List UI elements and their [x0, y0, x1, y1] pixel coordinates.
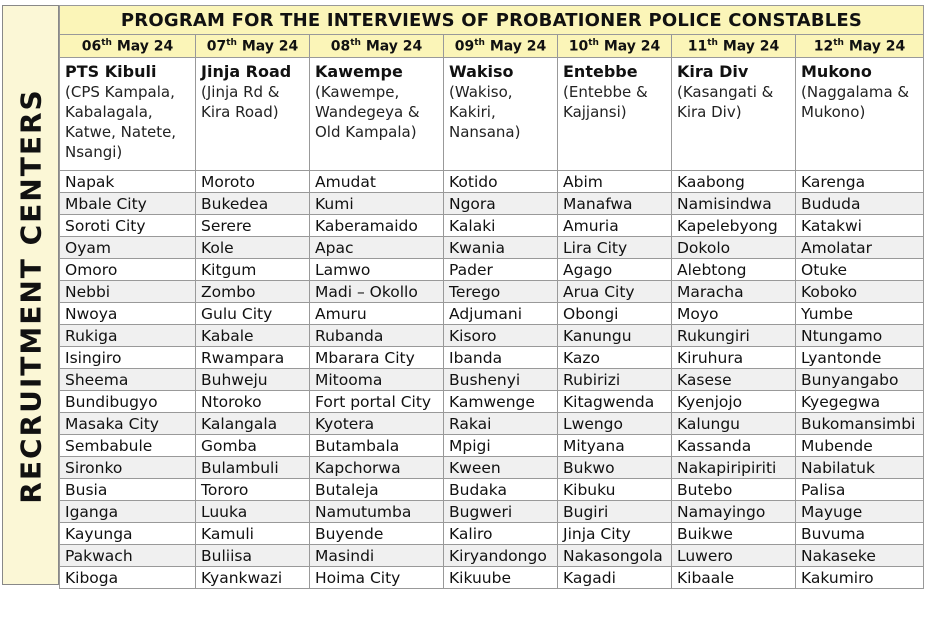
district-cell: Tororo — [196, 479, 310, 501]
date-suffix: th — [588, 37, 599, 48]
district-cell: Hoima City — [310, 567, 444, 589]
district-cell: Napak — [60, 171, 196, 193]
date-month-year: May 24 — [489, 38, 547, 55]
district-cell: Lyantonde — [796, 347, 924, 369]
table-row — [60, 193, 924, 215]
center-name: Wakiso — [449, 62, 514, 81]
table-row — [60, 325, 924, 347]
district-cell: Omoro — [60, 259, 196, 281]
table-row — [60, 435, 924, 457]
district-cell: Kaliro — [444, 523, 558, 545]
district-cell: Kibuku — [558, 479, 672, 501]
district-cell: Namutumba — [310, 501, 444, 523]
district-cell: Adjumani — [444, 303, 558, 325]
district-cell: Bunyangabo — [796, 369, 924, 391]
center-name: Entebbe — [563, 62, 638, 81]
center-detail: (Wakiso, Kakiri, Nansana) — [449, 83, 521, 141]
side-banner-label: RECRUITMENT CENTERS — [14, 88, 48, 504]
district-cell: Zombo — [196, 281, 310, 303]
date-day: 07 — [206, 38, 227, 55]
date-header — [558, 35, 672, 58]
district-cell: Rakai — [444, 413, 558, 435]
date-header — [60, 35, 196, 58]
district-cell: Lira City — [558, 237, 672, 259]
district-cell: Karenga — [796, 171, 924, 193]
center-name: Kira Div — [677, 62, 749, 81]
district-cell: Katakwi — [796, 215, 924, 237]
center-detail: (CPS Kampala, Kabalagala, Katwe, Natete, Nsangi) — [65, 83, 177, 161]
district-cell: Kyenjojo — [672, 391, 796, 413]
table-row — [60, 215, 924, 237]
date-day: 09 — [454, 38, 475, 55]
recruitment-center-cell — [672, 58, 796, 171]
district-cell: Mbale City — [60, 193, 196, 215]
district-cell: Mubende — [796, 435, 924, 457]
table-row — [60, 369, 924, 391]
district-cell: Nabilatuk — [796, 457, 924, 479]
district-cell: Buliisa — [196, 545, 310, 567]
table-row — [60, 523, 924, 545]
district-cell: Agago — [558, 259, 672, 281]
district-cell: Nwoya — [60, 303, 196, 325]
district-cell: Abim — [558, 171, 672, 193]
district-cell: Kyankwazi — [196, 567, 310, 589]
district-cell: Luuka — [196, 501, 310, 523]
date-suffix: th — [474, 37, 485, 48]
district-cell: Bugiri — [558, 501, 672, 523]
district-cell: Kapchorwa — [310, 457, 444, 479]
date-suffix: th — [101, 37, 112, 48]
district-cell: Alebtong — [672, 259, 796, 281]
recruitment-center-cell — [60, 58, 196, 171]
district-cell: Ntungamo — [796, 325, 924, 347]
center-detail: (Entebbe & Kajjansi) — [563, 83, 648, 121]
district-cell: Amolatar — [796, 237, 924, 259]
district-cell: Sembabule — [60, 435, 196, 457]
district-cell: Kween — [444, 457, 558, 479]
district-cell: Kapelebyong — [672, 215, 796, 237]
district-cell: Kakumiro — [796, 567, 924, 589]
district-cell: Madi – Okollo — [310, 281, 444, 303]
district-cell: Buyende — [310, 523, 444, 545]
side-banner — [2, 5, 59, 585]
district-cell: Rubanda — [310, 325, 444, 347]
table-row — [60, 171, 924, 193]
table-row — [60, 281, 924, 303]
district-cell: Fort portal City — [310, 391, 444, 413]
district-cell: Rubirizi — [558, 369, 672, 391]
date-month-year: May 24 — [365, 38, 423, 55]
district-cell: Kaabong — [672, 171, 796, 193]
center-name: PTS Kibuli — [65, 62, 157, 81]
district-cell: Mitooma — [310, 369, 444, 391]
district-cell: Kalaki — [444, 215, 558, 237]
program-table — [59, 5, 924, 589]
date-suffix: th — [350, 37, 361, 48]
center-detail: (Kasangati & Kira Div) — [677, 83, 774, 121]
district-cell: Rukiga — [60, 325, 196, 347]
district-cell: Yumbe — [796, 303, 924, 325]
recruitment-center-cell — [796, 58, 924, 171]
district-cell: Koboko — [796, 281, 924, 303]
district-cell: Moyo — [672, 303, 796, 325]
district-cell: Nakapiripiriti — [672, 457, 796, 479]
date-month-year: May 24 — [116, 38, 174, 55]
district-cell: Kazo — [558, 347, 672, 369]
district-cell: Sheema — [60, 369, 196, 391]
district-cell: Kitgum — [196, 259, 310, 281]
district-cell: Oyam — [60, 237, 196, 259]
date-suffix: th — [226, 37, 237, 48]
district-cell: Kole — [196, 237, 310, 259]
district-cell: Serere — [196, 215, 310, 237]
district-cell: Butambala — [310, 435, 444, 457]
district-cell: Bududa — [796, 193, 924, 215]
table-row — [60, 479, 924, 501]
date-header — [310, 35, 444, 58]
table-row — [60, 545, 924, 567]
recruitment-center-cell — [310, 58, 444, 171]
district-cell: Amudat — [310, 171, 444, 193]
district-cell: Kalangala — [196, 413, 310, 435]
district-cell: Maracha — [672, 281, 796, 303]
date-month-year: May 24 — [603, 38, 661, 55]
district-cell: Namayingo — [672, 501, 796, 523]
date-suffix: th — [707, 37, 718, 48]
date-header — [672, 35, 796, 58]
district-cell: Kiruhura — [672, 347, 796, 369]
table-row — [60, 259, 924, 281]
district-cell: Isingiro — [60, 347, 196, 369]
district-cell: Kamuli — [196, 523, 310, 545]
district-cell: Kitagwenda — [558, 391, 672, 413]
district-cell: Bundibugyo — [60, 391, 196, 413]
district-cell: Jinja City — [558, 523, 672, 545]
date-header — [196, 35, 310, 58]
district-cell: Kwania — [444, 237, 558, 259]
district-cell: Bukwo — [558, 457, 672, 479]
district-cell: Kagadi — [558, 567, 672, 589]
district-cell: Mityana — [558, 435, 672, 457]
district-cell: Terego — [444, 281, 558, 303]
district-cell: Nakaseke — [796, 545, 924, 567]
district-cell: Mbarara City — [310, 347, 444, 369]
district-cell: Ngora — [444, 193, 558, 215]
table-row — [60, 303, 924, 325]
date-month-year: May 24 — [241, 38, 299, 55]
district-cell: Kotido — [444, 171, 558, 193]
district-cell: Masaka City — [60, 413, 196, 435]
district-cell: Pader — [444, 259, 558, 281]
district-cell: Pakwach — [60, 545, 196, 567]
district-cell: Namisindwa — [672, 193, 796, 215]
district-cell: Kassanda — [672, 435, 796, 457]
date-day: 11 — [687, 38, 708, 55]
district-cell: Kaberamaido — [310, 215, 444, 237]
district-cell: Masindi — [310, 545, 444, 567]
district-cell: Sironko — [60, 457, 196, 479]
recruitment-center-cell — [444, 58, 558, 171]
interview-program-document — [2, 5, 923, 585]
date-header — [796, 35, 924, 58]
table-row — [60, 567, 924, 589]
district-cell: Lwengo — [558, 413, 672, 435]
district-cell: Bushenyi — [444, 369, 558, 391]
district-cell: Arua City — [558, 281, 672, 303]
district-cell: Kyotera — [310, 413, 444, 435]
district-cell: Butaleja — [310, 479, 444, 501]
center-detail: (Naggalama & Mukono) — [801, 83, 910, 121]
district-cell: Kiryandongo — [444, 545, 558, 567]
district-cell: Kyegegwa — [796, 391, 924, 413]
district-cell: Iganga — [60, 501, 196, 523]
date-day: 12 — [813, 38, 834, 55]
district-cell: Buikwe — [672, 523, 796, 545]
district-cell: Dokolo — [672, 237, 796, 259]
table-row — [60, 347, 924, 369]
date-day: 06 — [81, 38, 102, 55]
district-cell: Nebbi — [60, 281, 196, 303]
district-cell: Kasese — [672, 369, 796, 391]
recruitment-center-cell — [558, 58, 672, 171]
district-cell: Ntoroko — [196, 391, 310, 413]
district-cell: Kanungu — [558, 325, 672, 347]
district-cell: Mayuge — [796, 501, 924, 523]
district-cell: Luwero — [672, 545, 796, 567]
district-cell: Manafwa — [558, 193, 672, 215]
district-cell: Obongi — [558, 303, 672, 325]
date-day: 08 — [330, 38, 351, 55]
district-cell: Kisoro — [444, 325, 558, 347]
district-cell: Kikuube — [444, 567, 558, 589]
district-cell: Busia — [60, 479, 196, 501]
center-name: Mukono — [801, 62, 872, 81]
district-cell: Moroto — [196, 171, 310, 193]
district-cell: Gulu City — [196, 303, 310, 325]
document-title: PROGRAM FOR THE INTERVIEWS OF PROBATIONER POLICE CONSTABLES — [60, 6, 924, 35]
table-row — [60, 237, 924, 259]
district-cell: Amuria — [558, 215, 672, 237]
date-day: 10 — [568, 38, 589, 55]
district-cell: Bukedea — [196, 193, 310, 215]
district-cell: Kayunga — [60, 523, 196, 545]
table-row — [60, 501, 924, 523]
district-cell: Gomba — [196, 435, 310, 457]
date-month-year: May 24 — [722, 38, 780, 55]
district-cell: Ibanda — [444, 347, 558, 369]
district-cell: Butebo — [672, 479, 796, 501]
district-cell: Kabale — [196, 325, 310, 347]
district-cell: Nakasongola — [558, 545, 672, 567]
district-cell: Lamwo — [310, 259, 444, 281]
district-cell: Otuke — [796, 259, 924, 281]
district-cell: Budaka — [444, 479, 558, 501]
center-name: Kawempe — [315, 62, 403, 81]
center-detail: (Kawempe, Wandegeya & Old Kampala) — [315, 83, 420, 141]
district-cell: Buvuma — [796, 523, 924, 545]
district-cell: Mpigi — [444, 435, 558, 457]
center-detail: (Jinja Rd & Kira Road) — [201, 83, 280, 121]
district-cell: Rwampara — [196, 347, 310, 369]
date-month-year: May 24 — [848, 38, 906, 55]
district-cell: Kiboga — [60, 567, 196, 589]
district-cell: Bugweri — [444, 501, 558, 523]
district-cell: Buhweju — [196, 369, 310, 391]
district-cell: Amuru — [310, 303, 444, 325]
recruitment-center-cell — [196, 58, 310, 171]
district-cell: Soroti City — [60, 215, 196, 237]
center-name: Jinja Road — [201, 62, 292, 81]
district-cell: Kibaale — [672, 567, 796, 589]
district-cell: Palisa — [796, 479, 924, 501]
table-row — [60, 457, 924, 479]
date-header — [444, 35, 558, 58]
district-cell: Bukomansimbi — [796, 413, 924, 435]
district-cell: Kamwenge — [444, 391, 558, 413]
table-row — [60, 413, 924, 435]
date-suffix: th — [833, 37, 844, 48]
district-cell: Apac — [310, 237, 444, 259]
district-cell: Kumi — [310, 193, 444, 215]
district-cell: Bulambuli — [196, 457, 310, 479]
district-cell: Kalungu — [672, 413, 796, 435]
table-row — [60, 391, 924, 413]
district-cell: Rukungiri — [672, 325, 796, 347]
